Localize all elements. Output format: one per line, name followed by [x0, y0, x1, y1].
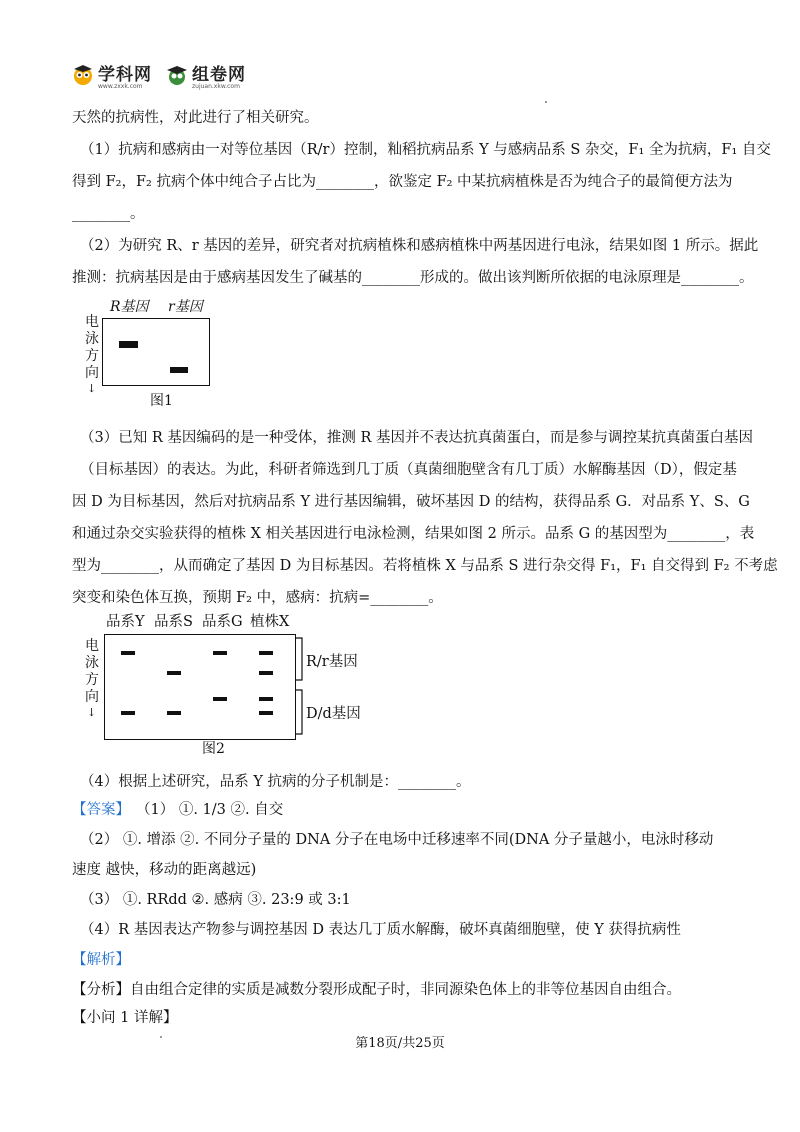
text-line: （目标基因）的表达。为此，科研者筛选到几丁质（真菌细胞壁含有几丁质）水解酶基因（D），假定基 [80, 462, 737, 478]
text-line: 和通过杂交实验获得的植株 X 相关基因进行电泳检测，结果如图 2 所示。品系 G 的基因型为________，表 [72, 526, 755, 542]
fig2-col-x: 植株X [250, 614, 290, 630]
fig1-band-rr [170, 367, 188, 373]
fig2-band-y-dd [121, 711, 135, 715]
page-footer: 第18页/共25页 [355, 1036, 445, 1051]
text-line: （2）为研究 R、r 基因的差异，研究者对抗病植株和感病植株中两基因进行电泳，结果如图 1 所示。据此 [80, 238, 759, 254]
fig1-gel-box [102, 318, 210, 386]
fig2-band-s-dd [167, 711, 181, 715]
text-line: （4）根据上述研究，品系 Y 抗病的分子机制是：________。 [80, 774, 471, 790]
fig2-band-g-rr [213, 651, 227, 655]
text-line: 突变和染色体互换，预期 F₂ 中，感病：抗病=________。 [72, 590, 443, 606]
fig1-direction-label: 电泳方向 [85, 314, 99, 381]
fig2-label-dd: D/d基因 [306, 706, 361, 722]
logo2-sub: zujuan.xkw.com [192, 83, 240, 90]
answer-line-4: （3） ①. RRdd ②. 感病 ③. 23:9 或 3:1 [80, 892, 351, 908]
fig2-brackets [294, 634, 306, 738]
answer-line-3: 速度 越快，移动的距离越远) [72, 862, 257, 878]
text-line: （1）抗病和感病由一对等位基因（R/r）控制，籼稻抗病品系 Y 与感病品系 S 杂交，F₁ 全为抗病，F₁ 自交 [80, 142, 771, 158]
fig2-label-rr: R/r基因 [306, 654, 358, 670]
header-logos [72, 60, 246, 90]
answer-line-2: （2） ①. 增添 ②. 不同分子量的 DNA 分子在电场中迁移速率不同(DNA 分子量越小，电泳时移动 [80, 832, 714, 848]
fig2-band-x-rr-2 [259, 671, 273, 675]
fig2-col-g: 品系G [202, 614, 243, 630]
answer-line-1: （1） ①. 1/3 ②. 自交 [136, 802, 284, 818]
fig2-band-x-dd-2 [259, 711, 273, 715]
text-line: 得到 F₂，F₂ 抗病个体中纯合子占比为________，欲鉴定 F₂ 中某抗病植株是否为纯合子的最简便方法为 [72, 174, 733, 190]
down-arrow-icon: ↓ [87, 706, 97, 719]
fig2-band-x-rr-1 [259, 651, 273, 655]
text-line: 天然的抗病性，对此进行了相关研究。 [72, 110, 319, 126]
fig2-direction-label: 电泳方向 [85, 638, 99, 705]
analysis-line-2: 【小问 1 详解】 [72, 1010, 178, 1026]
fig2-caption: 图2 [202, 741, 225, 757]
fig1-band-r [119, 341, 138, 348]
fig1-col-rr: r基因 [168, 299, 203, 315]
text-line: 型为________，从而确定了基因 D 为目标基因。若将植株 X 与品系 S 进行杂交得 F₁，F₁ 自交得到 F₂ 不考虑 [72, 558, 778, 574]
logo1-text: 学科网 [98, 65, 152, 85]
logo2-text: 组卷网 [192, 65, 246, 85]
answer-tag: 【答案】 [72, 802, 130, 818]
figure-1 [84, 296, 224, 412]
fig2-col-y: 品系Y [106, 614, 145, 630]
graduation-cap-logo-icon [166, 64, 188, 86]
text-line: 推测：抗病基因是由于感病基因发生了碱基的________形成的。做出该判断所依据的电泳原理是________。 [72, 270, 754, 286]
fig2-gel-box [104, 634, 296, 740]
analysis-tag: 【解析】 [72, 952, 130, 968]
logo1-sub: www.zxxk.com [98, 83, 143, 90]
fig1-col-r: R基因 [110, 299, 149, 315]
fig2-band-x-dd-1 [259, 697, 273, 701]
owl-logo-icon [72, 64, 94, 86]
fig2-band-g-dd [213, 697, 227, 701]
analysis-line-1: 【分析】自由组合定律的实质是减数分裂形成配子时，非同源染色体上的非等位基因自由组合。 [72, 982, 681, 998]
text-line: （3）已知 R 基因编码的是一种受体，推测 R 基因并不表达抗真菌蛋白，而是参与调控某抗真菌蛋白基因 [80, 430, 753, 446]
text-line: 因 D 为目标基因，然后对抗病品系 Y 进行基因编辑，破坏基因 D 的结构，获得品系 G．对品系 Y、S、G [72, 494, 750, 510]
figure-2 [84, 610, 384, 760]
text-line: ________。 [72, 206, 145, 222]
logo-xuekewang [72, 60, 152, 90]
fig2-band-s-rr [167, 671, 181, 675]
fig2-band-y-rr [121, 651, 135, 655]
fig1-caption: 图1 [150, 393, 173, 409]
down-arrow-icon: ↓ [87, 382, 97, 395]
answer-line-5: （4）R 基因表达产物参与调控基因 D 表达几丁质水解酶，破坏真菌细胞壁，使 Y 获得抗病性 [80, 922, 681, 938]
logo-zujuanwang [166, 60, 246, 90]
stray-dot [545, 101, 547, 103]
fig2-col-s: 品系S [154, 614, 193, 630]
